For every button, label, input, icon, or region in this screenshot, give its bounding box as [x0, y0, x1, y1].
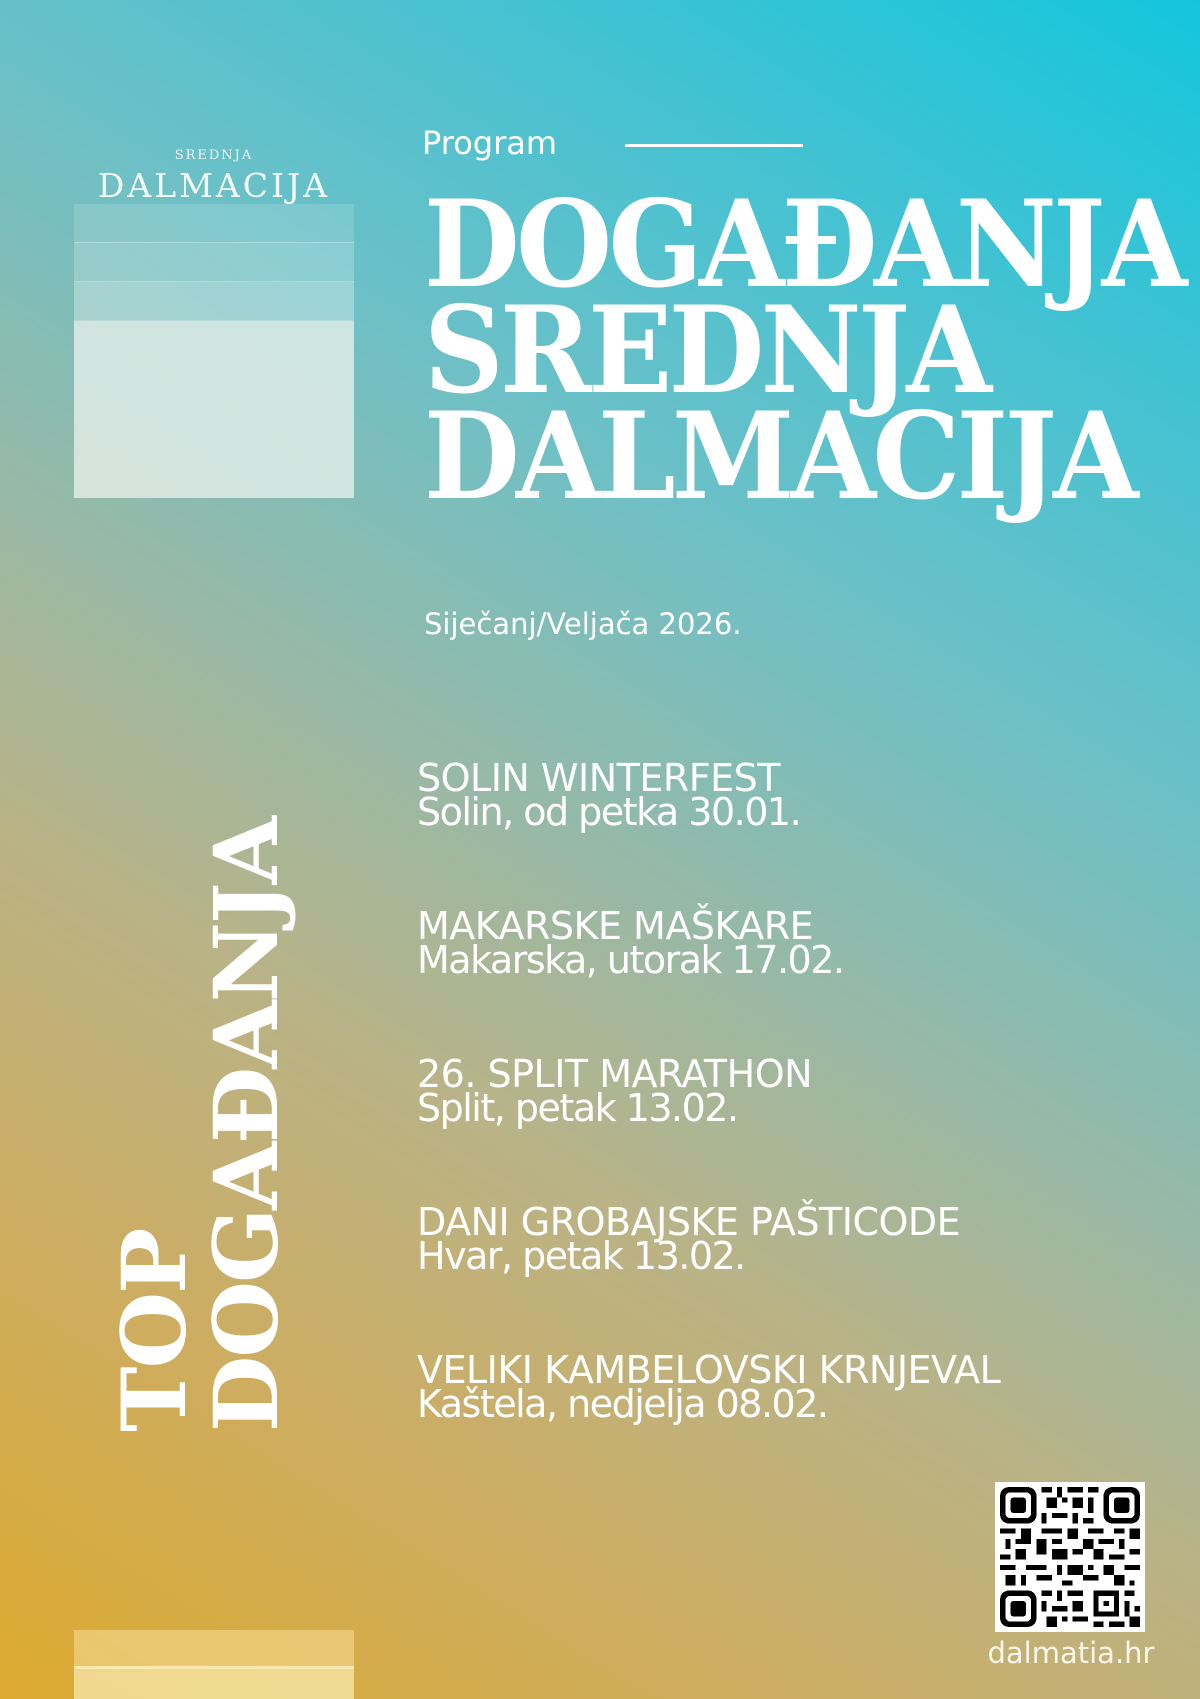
title-line-1: DOGAĐANJA — [424, 174, 1184, 315]
panel-divider — [74, 320, 354, 321]
event-detail: Makarska, utorak 17.02. — [417, 938, 844, 982]
panel-divider — [74, 242, 354, 243]
title-line-2: SREDNJA — [424, 280, 989, 421]
panel-band — [74, 321, 354, 498]
panel-band — [74, 1669, 354, 1699]
event-detail: Solin, od petka 30.01. — [417, 790, 801, 834]
program-label: Program — [422, 124, 558, 162]
event-item — [417, 1348, 1001, 1426]
event-name: 26. SPLIT MARATHON — [417, 1052, 813, 1096]
panel-band — [74, 243, 354, 281]
panel-divider — [74, 281, 354, 282]
program-rule-divider — [625, 144, 803, 147]
logo-small-text: SREDNJA — [174, 148, 254, 163]
qr-code-icon[interactable] — [995, 1482, 1145, 1632]
event-name: DANI GROBAJSKE PAŠTICODE — [417, 1200, 961, 1244]
page-title — [424, 174, 1184, 527]
bottom-decorative-panel — [74, 1630, 354, 1699]
season-label: Siječanj/Veljača 2026. — [424, 607, 742, 641]
vertical-line-2: DOGAĐANJA — [194, 818, 298, 1432]
vertical-line-1: TOP — [102, 1229, 206, 1432]
event-item — [417, 1052, 813, 1130]
top-events-vertical-heading — [102, 818, 298, 1432]
event-detail: Split, petak 13.02. — [417, 1086, 738, 1130]
event-name: VELIKI KAMBELOVSKI KRNJEVAL — [417, 1348, 1001, 1392]
panel-band — [74, 282, 354, 320]
panel-band — [74, 204, 354, 242]
title-line-3: DALMACIJA — [424, 386, 1136, 527]
logo-decorative-panel — [74, 204, 354, 498]
event-detail: Hvar, petak 13.02. — [417, 1234, 745, 1278]
event-name: MAKARSKE MAŠKARE — [417, 904, 814, 948]
logo-big-text: DALMACIJA — [97, 166, 331, 205]
panel-band — [74, 1630, 354, 1666]
event-item — [417, 904, 844, 982]
event-detail: Kaštela, nedjelja 08.02. — [417, 1382, 828, 1426]
event-item — [417, 756, 801, 834]
event-item — [417, 1200, 961, 1278]
website-link[interactable]: dalmatia.hr — [987, 1636, 1155, 1670]
event-name: SOLIN WINTERFEST — [417, 756, 780, 800]
